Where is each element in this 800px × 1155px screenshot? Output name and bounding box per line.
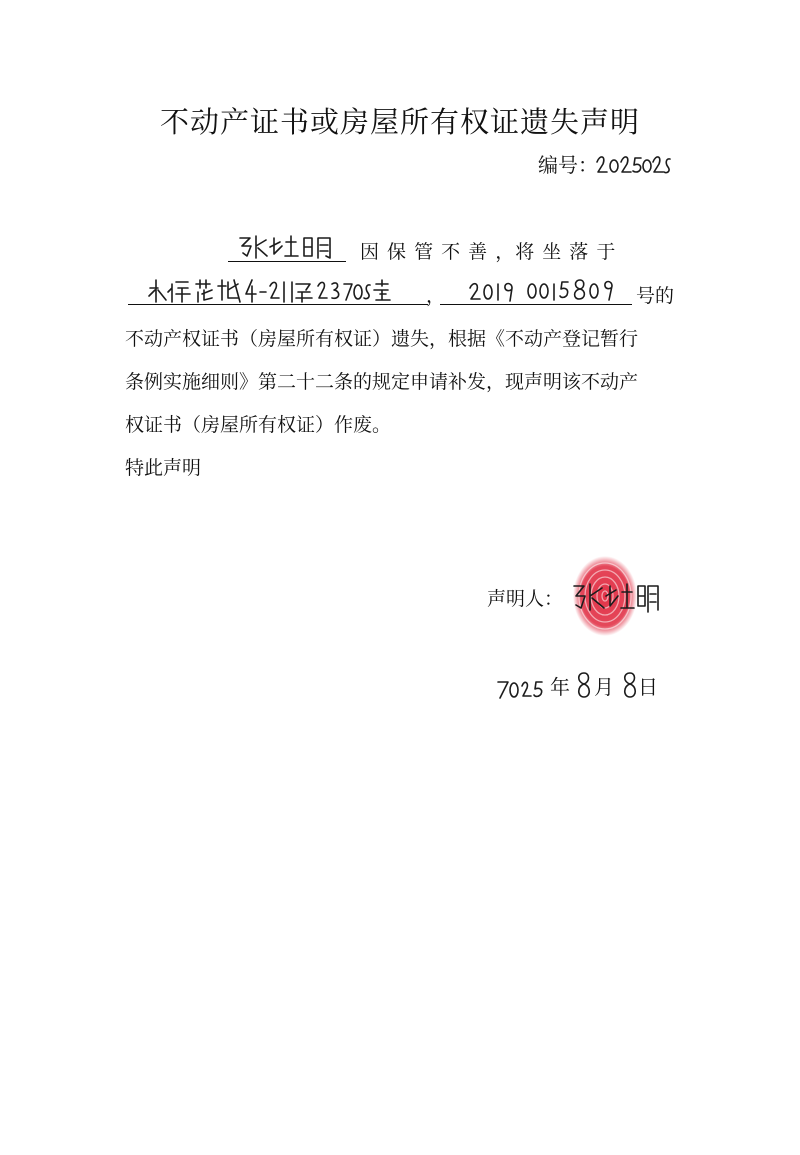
after-owner-text: 因 保 管 不 善 ，将 坐 落 于: [360, 241, 617, 263]
declarant-label: 声明人：: [487, 588, 564, 610]
date-month-handwritten: [574, 670, 594, 700]
owner-handwritten: [236, 232, 346, 262]
serial-number-handwritten: [594, 150, 666, 180]
date-year-handwritten: [496, 674, 544, 702]
closing-text: 特此声明: [125, 457, 202, 479]
address-handwritten: [146, 276, 376, 306]
date-month-label: 月: [594, 675, 614, 699]
date-day-handwritten: [620, 670, 640, 700]
date-year-label: 年: [550, 675, 570, 699]
document-title: 不动产证书或房屋所有权证遗失声明: [159, 105, 640, 139]
paragraph-line-5: 权证书（房屋所有权证）作废。: [125, 414, 392, 436]
paragraph-line-3: 不动产权证书（房屋所有权证）遗失，根据《不动产登记暂行: [125, 328, 639, 350]
date-day-label: 日: [638, 675, 658, 699]
paragraph-line-4: 条例实施细则》第二十二条的规定申请补发，现声明该不动产: [125, 371, 639, 393]
cert-number-handwritten: [468, 276, 618, 306]
comma-text: ，: [426, 285, 446, 307]
serial-label: 编号：: [538, 153, 598, 177]
declarant-signature-handwritten: [570, 578, 662, 618]
after-cert-text: 号的: [636, 285, 675, 307]
